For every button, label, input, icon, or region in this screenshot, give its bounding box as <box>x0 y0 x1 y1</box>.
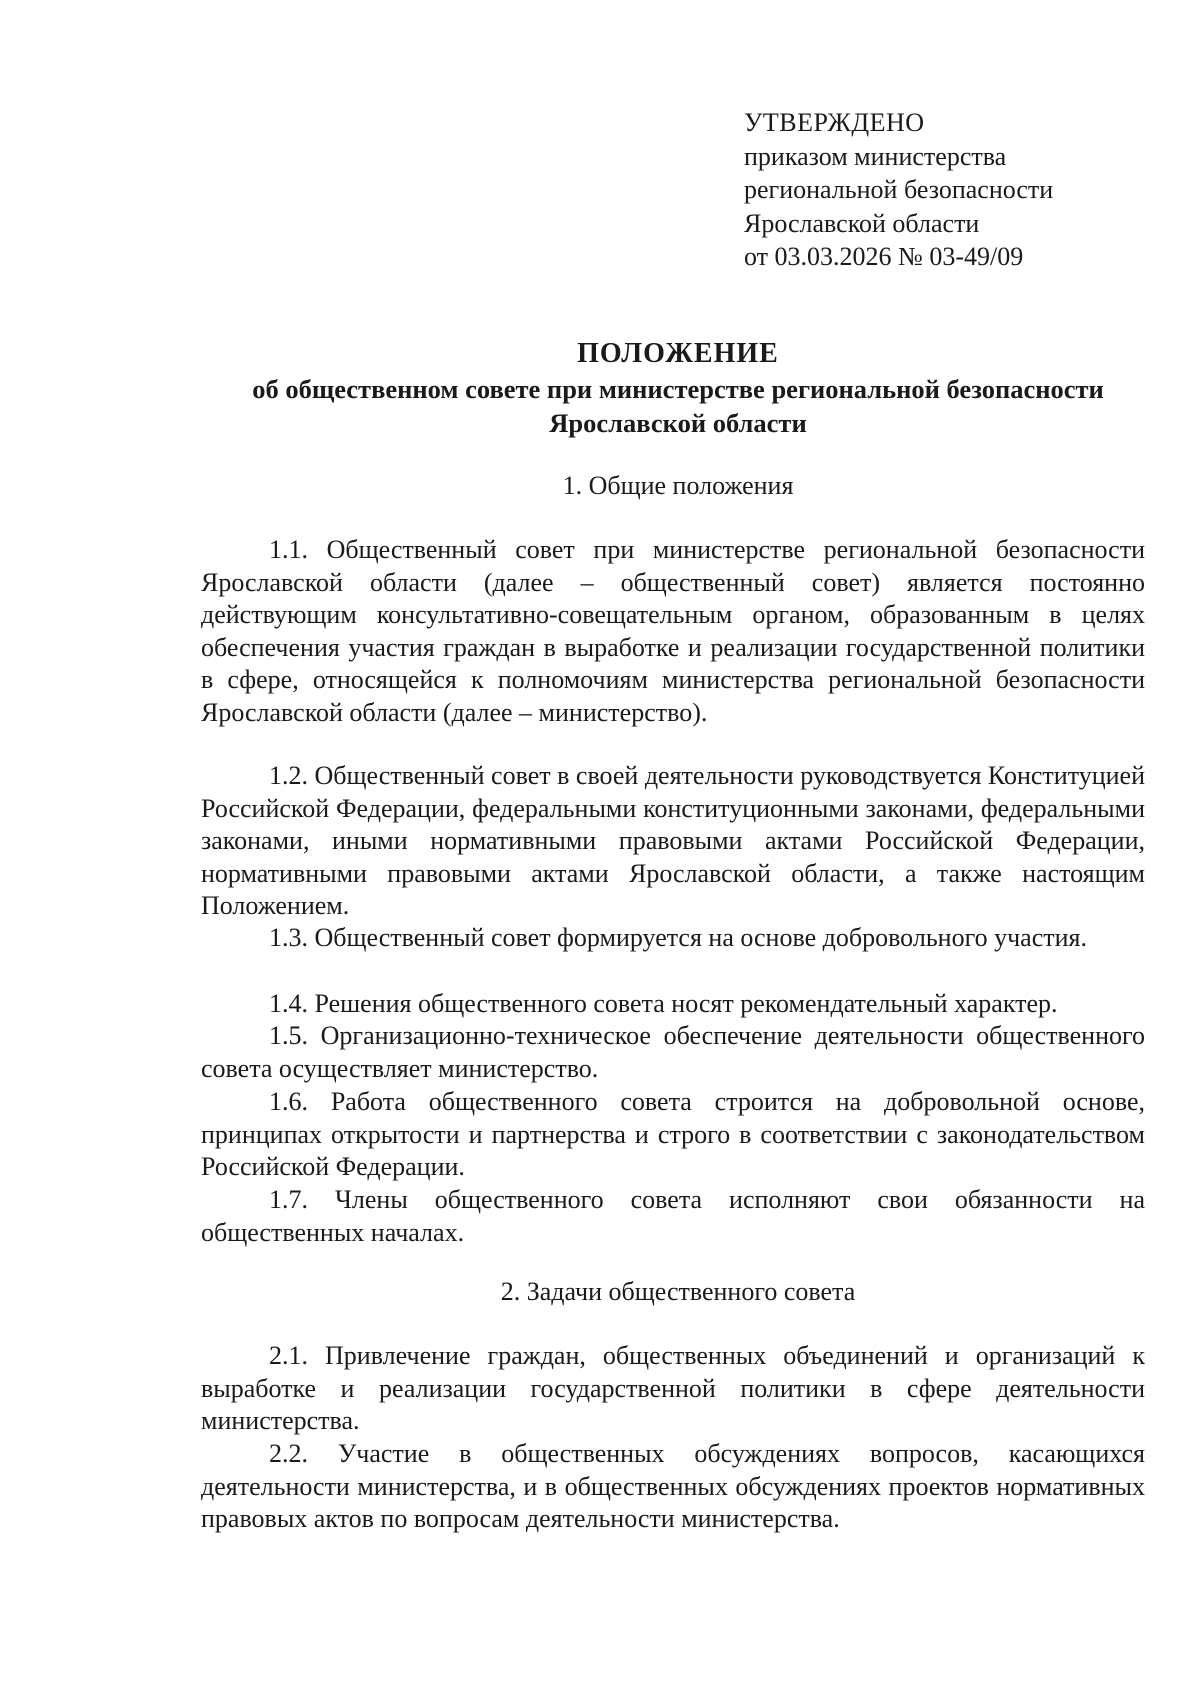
paragraph-2-2: 2.2. Участие в общественных обсуждениях вопросов, касающихся деятельности министерства, и в общественных обсуждениях проектов нормативных правовых актов по вопросам деятельности министерства. <box>201 1439 1145 1533</box>
paragraph-2-1: 2.1. Привлечение граждан, общественных объединений и организаций к выработке и реализации государственной политики в сфере деятельности министерства. <box>201 1341 1145 1435</box>
paragraph-1-4: 1.4. Решения общественного совета носят рекомендательный характер. <box>269 989 1058 1018</box>
section-heading: 1. Общие положения <box>562 471 794 500</box>
paragraph-1-3: 1.3. Общественный совет формируется на основе добровольного участия. <box>269 923 1087 952</box>
approval-line: региональной безопасности <box>744 175 1054 204</box>
paragraph-1-1: 1.1. Общественный совет при министерстве региональной безопасности Ярославской области (далее – общественный совет) является постоянно действующим консультативно-совещательным органом, образованным в целях обеспечения участия граждан в выработке и реализации государственной политики в сфере, относящейся к полномочиям министерства региональной безопасности Ярославской области (далее – министерство). <box>201 535 1145 727</box>
approval-line: Ярославской области <box>744 208 980 238</box>
document-subtitle: об общественном совете при министерстве региональной безопасности <box>252 374 1104 404</box>
paragraph-1-2: 1.2. Общественный совет в своей деятельности руководствуется Конституцией Российской Федерации, федеральными конституционными законами, федеральными законами, иными нормативными правовыми актами Российской Федерации, нормативными правовыми актами Ярославской области, а также настоящим Положением. <box>201 761 1145 920</box>
document-title-block <box>200 336 1156 440</box>
approval-stamp: УТВЕРЖДЕНО <box>744 108 925 137</box>
approval-line: приказом министерства <box>744 141 1007 171</box>
section-heading: 2. Задачи общественного совета <box>500 1277 856 1306</box>
document-subtitle: Ярославской области <box>549 408 807 438</box>
approval-block <box>744 106 1053 274</box>
paragraph-1-7: 1.7. Члены общественного совета исполняют свои обязанности на общественных началах. <box>201 1185 1145 1247</box>
paragraph-1-6: 1.6. Работа общественного совета строится на добровольной основе, принципах открытости и партнерства и строго в соответствии с законодательством Российской Федерации. <box>201 1087 1145 1181</box>
paragraph-1-5: 1.5. Организационно-техническое обеспечение деятельности общественного совета осуществляет министерство. <box>201 1021 1145 1083</box>
approval-date-number: от 03.03.2026 № 03-49/09 <box>744 242 1024 271</box>
document-title: ПОЛОЖЕНИЕ <box>577 338 779 369</box>
